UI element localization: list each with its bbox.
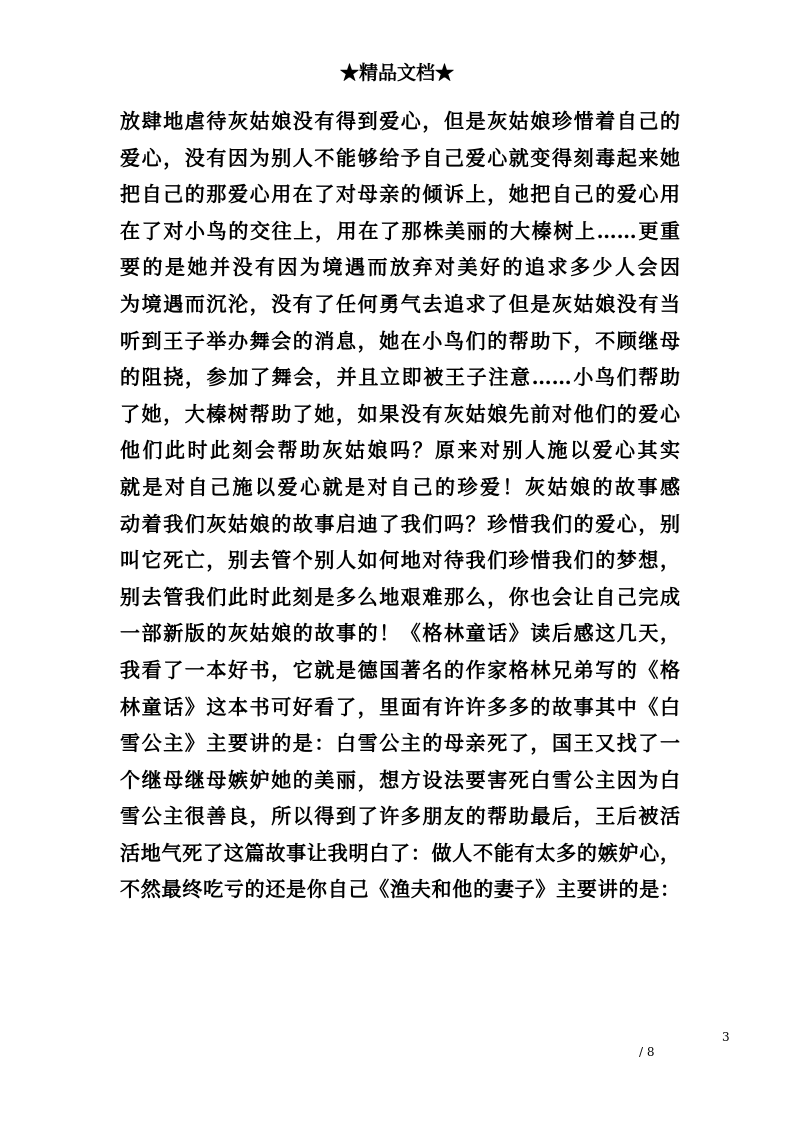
- text-line: 为境遇而沉沦，没有了任何勇气去追求了但是灰姑娘没有当: [120, 291, 680, 316]
- document-header: ★精品文档★: [339, 62, 454, 84]
- text-line: 雪公主》主要讲的是：白雪公主的母亲死了，国王又找了一: [120, 731, 680, 756]
- text-line: 要的是她并没有因为境遇而放弃对美好的追求多少人会因: [120, 255, 680, 280]
- text-line: 不然最终吃亏的还是你自己《渔夫和他的妻子》主要讲的是：: [120, 877, 680, 902]
- text-line: 了她，大榛树帮助了她，如果没有灰姑娘先前对他们的爱心: [120, 401, 680, 426]
- text-line: 就是对自己施以爱心就是对自己的珍爱！灰姑娘的故事感: [120, 474, 680, 499]
- text-line: 把自己的那爱心用在了对母亲的倾诉上，她把自己的爱心用: [120, 182, 680, 207]
- text-line: 的阻挠，参加了舞会，并且立即被王子注意……小鸟们帮助: [120, 365, 680, 390]
- page-number: 3: [722, 1030, 730, 1044]
- text-line: 在了对小鸟的交往上，用在了那株美丽的大榛树上……更重: [120, 218, 680, 243]
- text-line: 林童话》这本书可好看了，里面有许许多多的故事其中《白: [120, 694, 680, 719]
- body-text: [120, 103, 680, 908]
- text-line: 听到王子举办舞会的消息，她在小鸟们的帮助下，不顾继母: [120, 328, 680, 353]
- text-line: 一部新版的灰姑娘的故事的！《格林童话》读后感这几天，: [120, 621, 680, 646]
- text-line: 活地气死了这篇故事让我明白了：做人不能有太多的嫉妒心，: [120, 840, 680, 865]
- text-line: 叫它死亡，别去管个别人如何地对待我们珍惜我们的梦想，: [120, 548, 680, 573]
- text-line: 个继母继母嫉妒她的美丽，想方设法要害死白雪公主因为白: [120, 767, 680, 792]
- text-line: 我看了一本好书，它就是德国著名的作家格林兄弟写的《格: [120, 657, 680, 682]
- text-line: 动着我们灰姑娘的故事启迪了我们吗？珍惜我们的爱心，别: [120, 511, 680, 536]
- text-line: 雪公主很善良，所以得到了许多朋友的帮助最后，王后被活: [120, 804, 680, 829]
- page-total: / 8: [639, 1045, 655, 1059]
- text-line: 别去管我们此时此刻是多么地艰难那么，你也会让自己完成: [120, 584, 680, 609]
- text-line: 放肆地虐待灰姑娘没有得到爱心，但是灰姑娘珍惜着自己的: [120, 109, 680, 133]
- text-line: 爱心，没有因为别人不能够给予自己爱心就变得刻毒起来她: [120, 145, 680, 170]
- text-line: 他们此时此刻会帮助灰姑娘吗？原来对别人施以爱心其实: [120, 438, 680, 463]
